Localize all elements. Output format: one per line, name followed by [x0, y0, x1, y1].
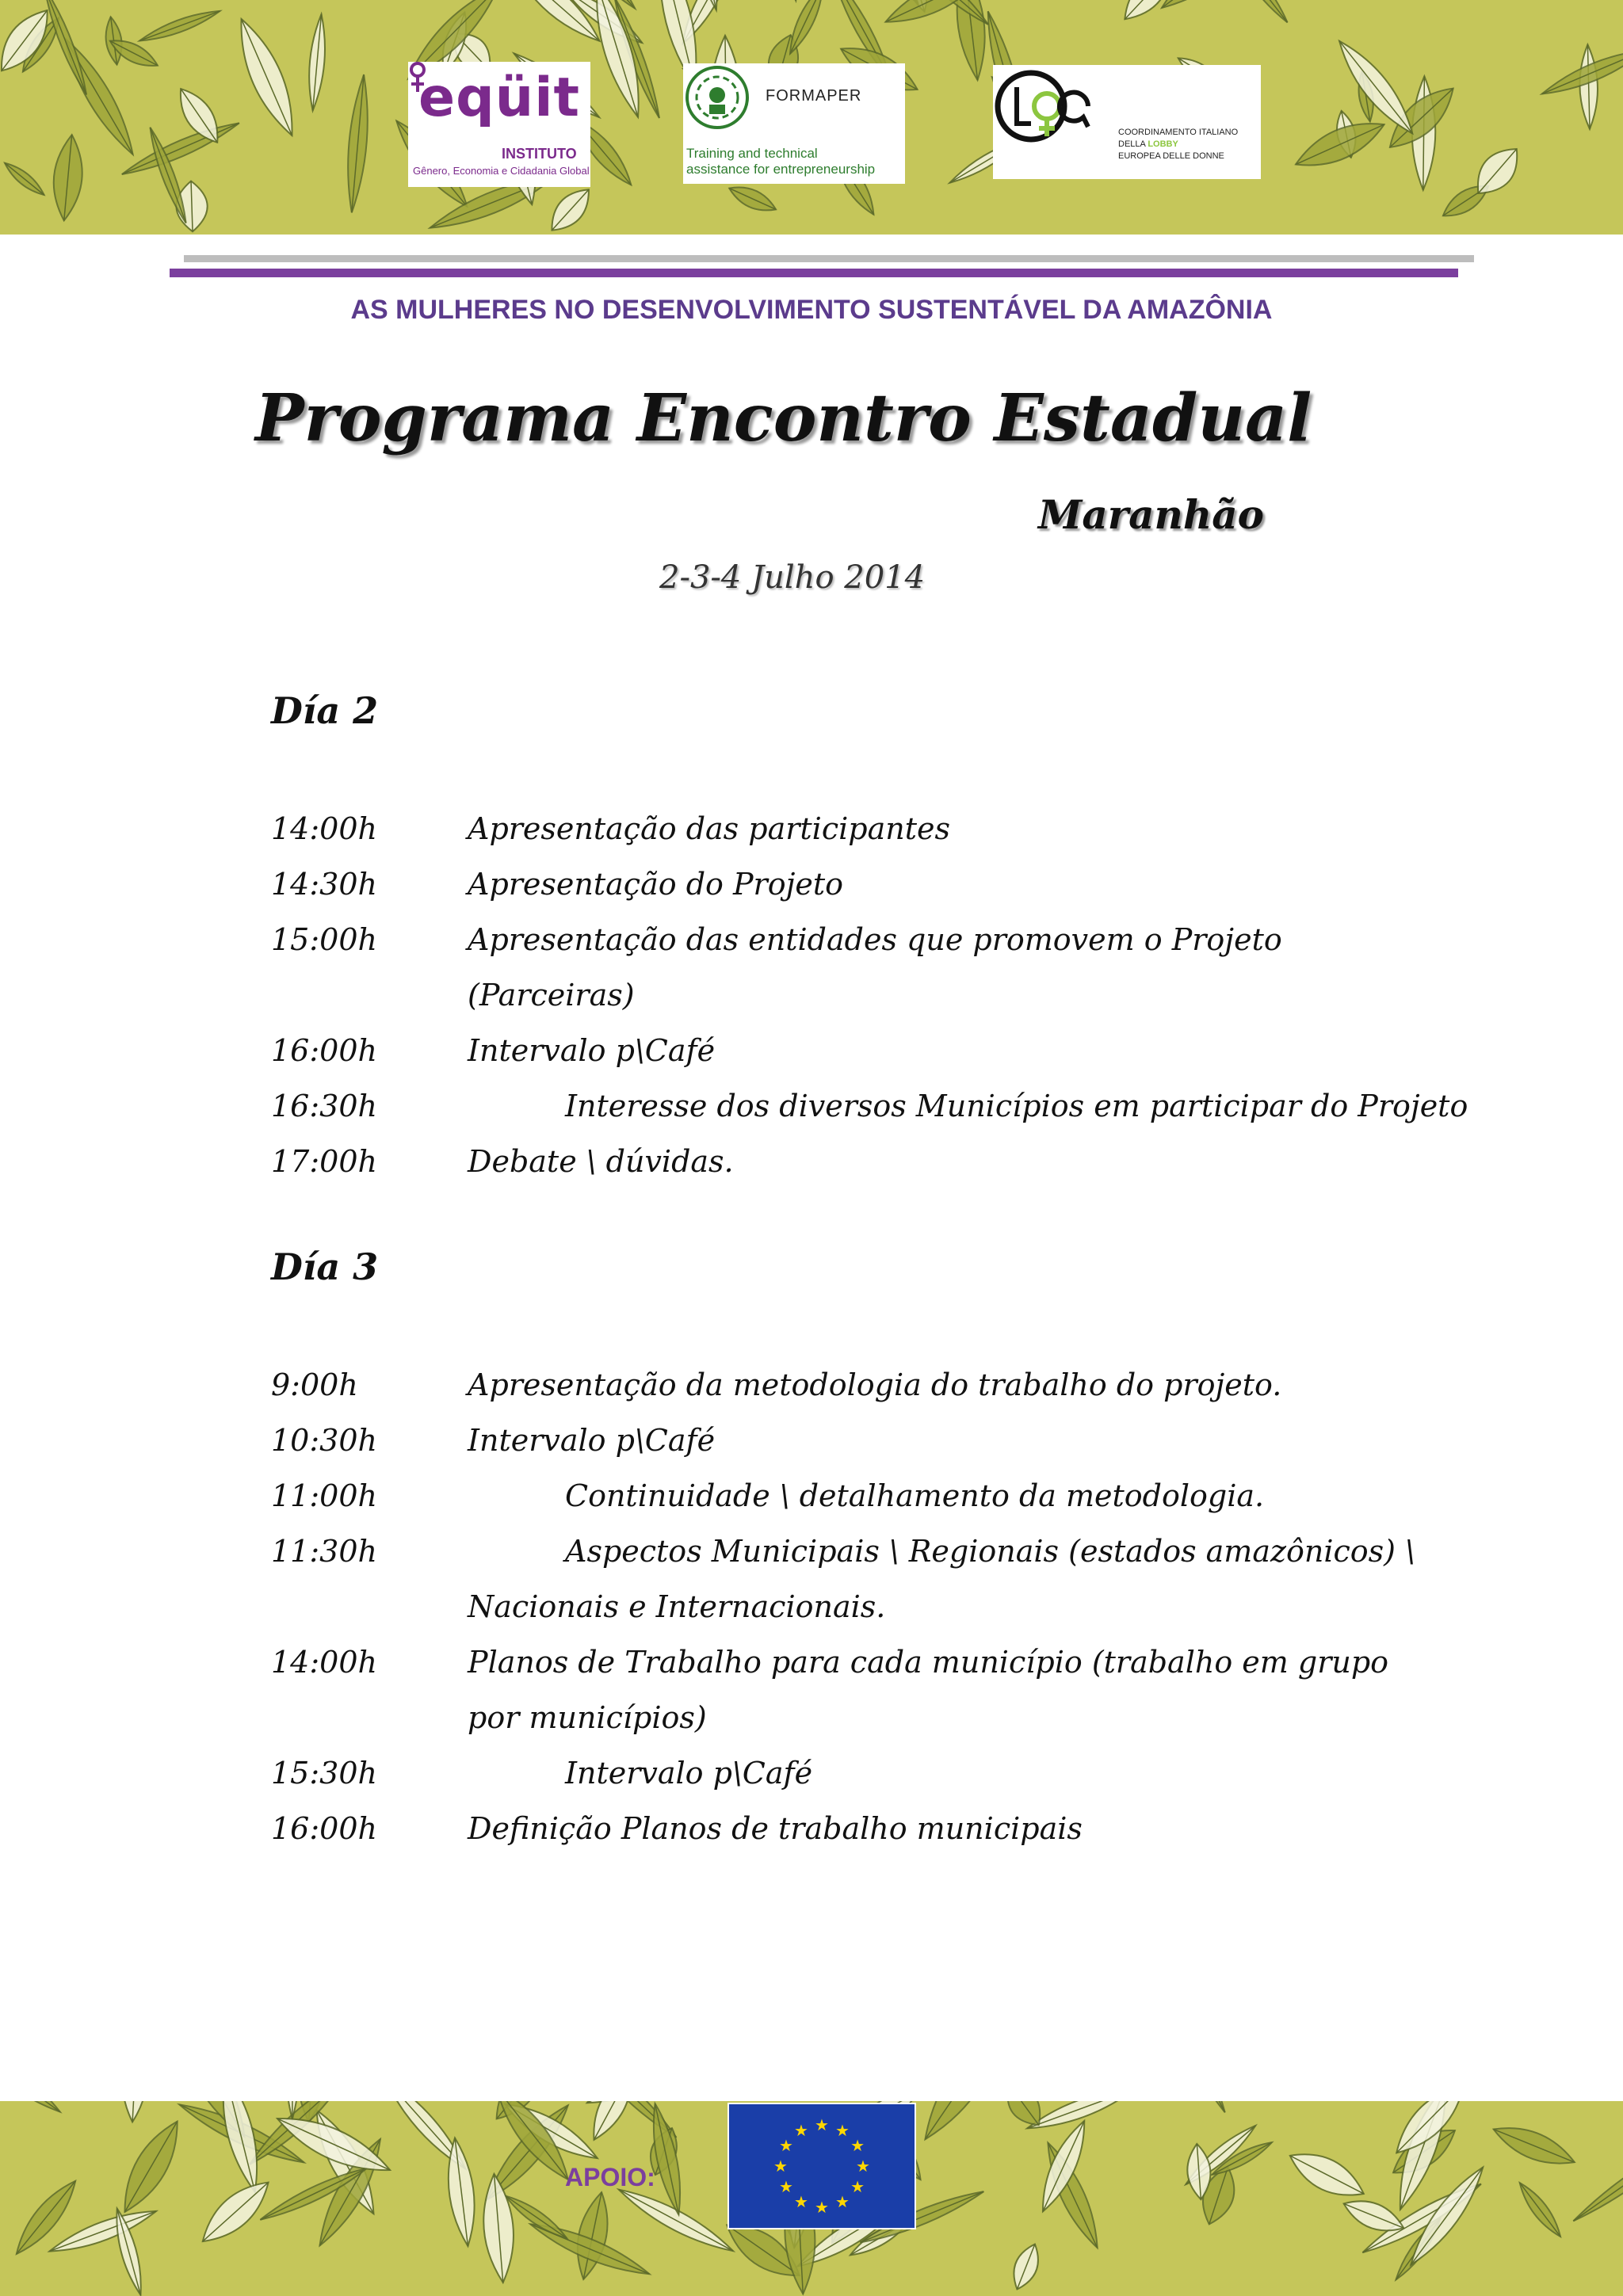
lobby-text-line3: EUROPEA DELLE DONNE — [1118, 151, 1224, 161]
lobby-text-line2 — [1118, 139, 1238, 151]
schedule-row — [0, 1645, 1623, 1700]
schedule-description: Intervalo p\Café — [468, 1423, 716, 1458]
schedule-description: Apresentação do Projeto — [468, 867, 844, 902]
schedule-description: Apresentação da metodologia do trabalho do projeto. — [468, 1367, 1282, 1402]
schedule-description: Debate \ dúvidas. — [468, 1144, 734, 1179]
schedule-row — [0, 1811, 1623, 1867]
schedule-description: Intervalo p\Café — [468, 1033, 716, 1068]
schedule-time: 16:00h — [271, 1811, 377, 1846]
eu-stars-icon — [729, 2104, 915, 2228]
schedule-time: 17:00h — [271, 1144, 377, 1179]
schedule-time: 16:00h — [271, 1033, 377, 1068]
schedule-row — [0, 1089, 1623, 1144]
lobby-text-prefix: DELLA — [1118, 139, 1148, 149]
schedule-row — [0, 922, 1623, 978]
formaper-logo-name: FORMAPER — [766, 87, 862, 105]
eu-star-icon: ★ — [794, 2120, 808, 2140]
event-location: Maranhão — [1038, 491, 1264, 538]
eu-star-icon: ★ — [856, 2157, 870, 2176]
schedule-time: 14:30h — [271, 867, 377, 902]
formaper-logo — [683, 63, 905, 184]
lobby-text-highlight: LOBBY — [1148, 139, 1178, 149]
schedule-row — [0, 1423, 1623, 1478]
schedule-description: Apresentação das participantes — [468, 811, 950, 846]
lobby-emblem-icon — [993, 65, 1112, 152]
formaper-tagline-line1: Training and technical — [686, 146, 818, 161]
formaper-emblem-icon — [683, 63, 751, 132]
schedule-row-continuation — [0, 978, 1623, 1033]
support-label: APOIO: — [565, 2163, 655, 2191]
schedule-time: 15:30h — [271, 1756, 377, 1791]
schedule-description: (Parceiras) — [468, 978, 635, 1013]
eu-star-icon: ★ — [850, 2177, 865, 2196]
female-symbol-icon — [408, 62, 427, 93]
schedule-time: 14:00h — [271, 811, 377, 846]
page-title: Programa Encontro Estadual — [255, 380, 1312, 456]
eu-star-icon: ★ — [815, 2115, 829, 2134]
schedule-row — [0, 1033, 1623, 1089]
eu-star-icon: ★ — [778, 2136, 793, 2155]
lobby-logo — [993, 65, 1261, 179]
schedule-description: Interesse dos diversos Municípios em participar do Projeto — [565, 1089, 1468, 1123]
schedule-time: 14:00h — [271, 1645, 377, 1680]
schedule-time: 11:30h — [271, 1534, 377, 1569]
eu-star-icon: ★ — [850, 2136, 865, 2155]
project-subtitle: AS MULHERES NO DESENVOLVIMENTO SUSTENTÁVEL DA AMAZÔNIA — [350, 295, 1273, 325]
schedule-description: Continuidade \ detalhamento da metodologia. — [565, 1478, 1265, 1513]
schedule-description: Aspectos Municipais \ Regionais (estados amazônicos) \ — [565, 1534, 1415, 1569]
header-banner — [0, 0, 1623, 235]
divider-gray — [184, 255, 1474, 262]
eu-star-icon: ★ — [835, 2192, 850, 2212]
schedule-row — [0, 1367, 1623, 1423]
schedule-time: 11:00h — [271, 1478, 377, 1513]
schedule-row — [0, 1534, 1623, 1589]
schedule-time: 10:30h — [271, 1423, 377, 1458]
schedule-description: por municípios) — [468, 1700, 707, 1735]
schedule-description: Intervalo p\Café — [565, 1756, 813, 1791]
formaper-tagline-line2: assistance for entrepreneurship — [686, 162, 876, 177]
lobby-text-line1: COORDINAMENTO ITALIANO — [1118, 128, 1239, 137]
day-2-heading: Día 2 — [271, 689, 379, 732]
schedule-row-continuation — [0, 1589, 1623, 1645]
lobby-logo-text — [1118, 127, 1238, 162]
schedule-row — [0, 867, 1623, 922]
eu-star-icon: ★ — [773, 2157, 788, 2176]
schedule-description: Planos de Trabalho para cada município (trabalho em grupo — [468, 1645, 1389, 1680]
eu-star-icon: ★ — [815, 2198, 829, 2217]
schedule-time: 9:00h — [271, 1367, 358, 1402]
schedule-description: Apresentação das entidades que promovem o Projeto — [468, 922, 1282, 957]
eu-star-icon: ★ — [778, 2177, 793, 2196]
formaper-logo-tagline — [686, 146, 875, 177]
eu-star-icon: ★ — [794, 2192, 808, 2212]
schedule-description: Definição Planos de trabalho municipais — [468, 1811, 1083, 1846]
equit-logo-word: eqüit — [418, 67, 581, 129]
schedule-row — [0, 811, 1623, 867]
schedule-time: 16:30h — [271, 1089, 377, 1123]
eu-star-icon: ★ — [835, 2120, 850, 2140]
eu-flag — [727, 2103, 916, 2229]
equit-logo — [408, 62, 590, 187]
event-date: 2-3-4 Julho 2014 — [659, 559, 926, 596]
schedule-time: 15:00h — [271, 922, 377, 957]
equit-logo-tagline: Gênero, Economia e Cidadania Global — [413, 165, 590, 177]
schedule-row — [0, 1756, 1623, 1811]
equit-logo-instituto: INSTITUTO — [502, 146, 577, 162]
divider-purple — [170, 269, 1458, 277]
schedule-row — [0, 1478, 1623, 1534]
schedule-row — [0, 1144, 1623, 1199]
schedule-row-continuation — [0, 1700, 1623, 1756]
schedule-description: Nacionais e Internacionais. — [468, 1589, 886, 1624]
day-3-heading: Día 3 — [271, 1245, 379, 1288]
